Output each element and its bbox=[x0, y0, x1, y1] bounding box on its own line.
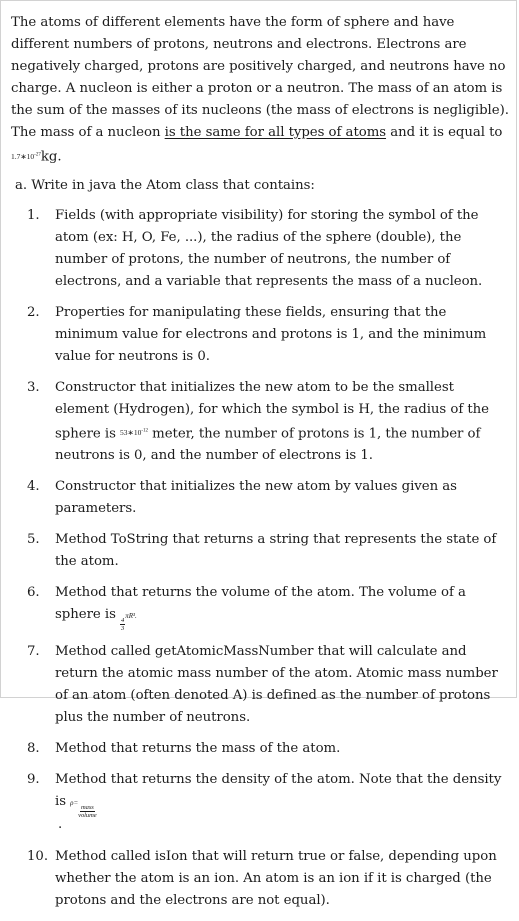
list-item bbox=[27, 529, 511, 573]
item-number: 3. bbox=[27, 379, 40, 395]
item-number: 2. bbox=[27, 304, 40, 320]
item-text bbox=[55, 377, 511, 468]
underlined-phrase: is the same for all types of atoms bbox=[164, 125, 387, 140]
list-item bbox=[27, 377, 511, 468]
intro-paragraph bbox=[11, 12, 511, 169]
item-number: 10. bbox=[27, 849, 48, 864]
list-item bbox=[27, 476, 511, 520]
item-text: Properties for manipulating these fields, ensuring that the minimum value for electrons and protons is 1, and the minimum value for neutrons is 0. bbox=[55, 304, 487, 364]
list-item bbox=[27, 641, 511, 729]
item-text-after: meter, the number of protons is 1, the number of neutrons is 0, and the number of electrons is 1. bbox=[55, 426, 481, 463]
item-text: Fields (with appropriate visibility) for storing the symbol of the atom (ex: H, O, Fe, ...), the radius of the sphere (double), the number of protons, the number of neutrons, the number of electrons, and a variable that represents the mass of a nucleon. bbox=[55, 207, 483, 289]
list-item bbox=[27, 738, 511, 760]
item-number: 6. bbox=[27, 585, 40, 600]
item-text: Method called getAtomicMassNumber that will calculate and return the atomic mass number of the atom. Atomic mass number of an atom (often denoted A) is defined as the number of protons plus the number of neutrons. bbox=[55, 644, 498, 725]
intro-after-text: and it is equal to bbox=[386, 125, 503, 140]
radius-value: 53∗10 bbox=[120, 428, 142, 437]
item-text-before: Constructor that initializes the new atom to be the smallest element (Hydrogen), for which the symbol is H, the radius of the sphere is bbox=[55, 379, 489, 441]
item-text: Method ToString that returns a string that represents the state of the atom. bbox=[55, 532, 497, 569]
trailing-period: . bbox=[58, 817, 63, 832]
intro-text: The atoms of different elements have the form of sphere and have different numbers of protons, neutrons and electrons. Electrons are negatively charged, protons are positively charged, and neutrons have no charge. A nucleon is either a proton or a neutron. The mass of an atom is the sum of the masses of its nucleons (the mass of electrons is negligible). The mass of a nucleon bbox=[11, 15, 509, 140]
requirements-list bbox=[11, 205, 511, 913]
list-item bbox=[27, 582, 511, 632]
volume-formula-rest: πR³. bbox=[125, 612, 137, 620]
item-text-main: Method that returns the density of the atom. Note that the density is bbox=[55, 772, 502, 809]
density-lhs: ρ= bbox=[70, 799, 79, 807]
item-number: 5. bbox=[27, 532, 40, 547]
density-fraction bbox=[78, 804, 96, 819]
nucleon-mass-unit: kg. bbox=[40, 149, 62, 165]
fraction-numerator: mass bbox=[80, 804, 94, 811]
item-number: 4. bbox=[27, 479, 40, 494]
item-text bbox=[55, 769, 511, 819]
nucleon-mass-exponent: -27 bbox=[34, 152, 41, 157]
item-text bbox=[55, 582, 511, 632]
list-item bbox=[27, 302, 511, 368]
nucleon-mass-value: 1.7∗10 bbox=[11, 151, 35, 161]
part-a-heading: a. Write in java the Atom class that contains: bbox=[15, 177, 315, 193]
list-item bbox=[27, 769, 511, 819]
item-number: 9. bbox=[27, 772, 40, 787]
fraction-denominator: volume bbox=[78, 812, 97, 819]
item-text-main: Method that returns the volume of the atom. The volume of a sphere is bbox=[55, 585, 466, 622]
item-number: 1. bbox=[27, 207, 40, 223]
list-item bbox=[27, 846, 511, 912]
item-number: 8. bbox=[27, 741, 40, 756]
document-body bbox=[11, 12, 511, 921]
density-trailing-period bbox=[27, 819, 511, 837]
radius-exponent: -12 bbox=[141, 428, 148, 434]
radius-formula bbox=[120, 428, 148, 437]
item-number: 7. bbox=[27, 644, 40, 659]
nucleon-mass-formula bbox=[11, 152, 41, 161]
item-text: Method that returns the mass of the atom. bbox=[55, 741, 341, 756]
fraction-denominator: 3 bbox=[121, 625, 125, 632]
list-item bbox=[27, 205, 511, 293]
item-text: Constructor that initializes the new atom by values given as parameters. bbox=[55, 479, 457, 516]
item-text: Method called isIon that will return true or false, depending upon whether the atom is an ion. An atom is an ion if it is charged (the protons and the electrons are not equal). bbox=[55, 849, 497, 908]
fraction-numerator: 4 bbox=[121, 617, 125, 624]
